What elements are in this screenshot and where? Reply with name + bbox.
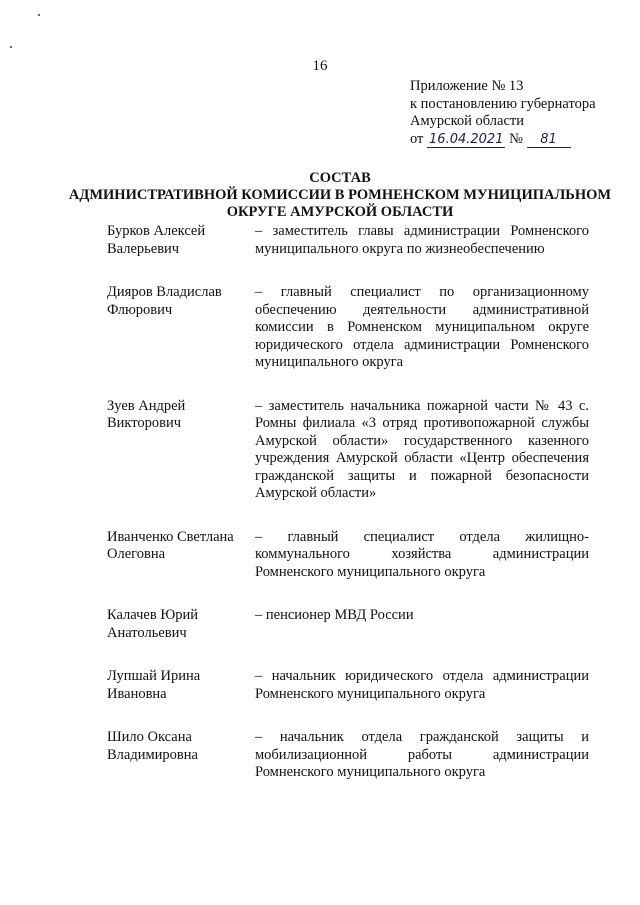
member-role: – начальник отдела гражданской защиты и мобилизационной работы администрации Ромненского муниципального округа: [255, 729, 589, 780]
member-role: – главный специалист отдела жилищно-коммунального хозяйства администрации Ромненского муниципального округа: [255, 528, 589, 580]
member-name: Зуев Андрей Викторович: [107, 397, 186, 431]
member-name: Калачев Юрий Анатольевич: [107, 607, 199, 641]
member-name: Бурков Алексей Валерьевич: [107, 223, 206, 257]
member-row: [107, 729, 589, 782]
number-prefix: №: [509, 130, 523, 147]
appendix-line: Приложение № 13: [410, 78, 524, 94]
appendix-line: к постановлению губернатора: [410, 95, 596, 112]
member-role: – заместитель главы администрации Ромненского муниципального округа по жизнеобеспечению: [255, 223, 589, 257]
members-list: [107, 223, 589, 782]
page-number: 16: [312, 58, 328, 74]
member-name: Дияров Владислав Флюрович: [107, 284, 222, 318]
member-row: [107, 284, 589, 372]
member-row: [107, 223, 589, 258]
appendix-line: Амурской области: [410, 113, 524, 129]
member-row: [107, 529, 589, 582]
member-name: Шило Оксана Владимировна: [107, 729, 198, 763]
handwritten-number: 81: [527, 133, 571, 148]
document-title: [60, 170, 620, 221]
title-line: АДМИНИСТРАТИВНОЙ КОМИССИИ В РОМНЕНСКОМ МУНИЦИПАЛЬНОМ: [68, 187, 612, 203]
member-name: Лупшай Ирина Ивановна: [107, 668, 201, 702]
scan-speck: [38, 14, 40, 16]
handwritten-date: 16.04.2021: [429, 131, 504, 147]
appendix-header: [410, 78, 620, 148]
title-line: ОКРУГЕ АМУРСКОЙ ОБЛАСТИ: [226, 204, 454, 220]
member-name: Иванченко Светлана Олеговна: [107, 528, 234, 562]
scan-speck: [10, 46, 12, 48]
member-role: – главный специалист по организационному обеспечению деятельности административной комиссии в Ромненском муниципальном округе юридического отдела администрации Ромненского муниципального округа: [255, 284, 589, 370]
member-row: [107, 398, 589, 503]
member-role: – пенсионер МВД России: [255, 607, 414, 623]
date-prefix: от: [410, 130, 424, 147]
appendix-date-line: [410, 131, 620, 149]
member-role: – заместитель начальника пожарной части № 43 с. Ромны филиала «3 отряд противопожарной службы Амурской области» государственного казенного учреждения Амурской области «Центр обеспечения гражданской защиты и пожарной безопасности Амурской области»: [255, 397, 589, 501]
member-row: [107, 668, 589, 703]
member-row: [107, 607, 589, 642]
member-role: – начальник юридического отдела администрации Ромненского муниципального округа: [255, 668, 589, 702]
title-line: СОСТАВ: [309, 170, 371, 186]
